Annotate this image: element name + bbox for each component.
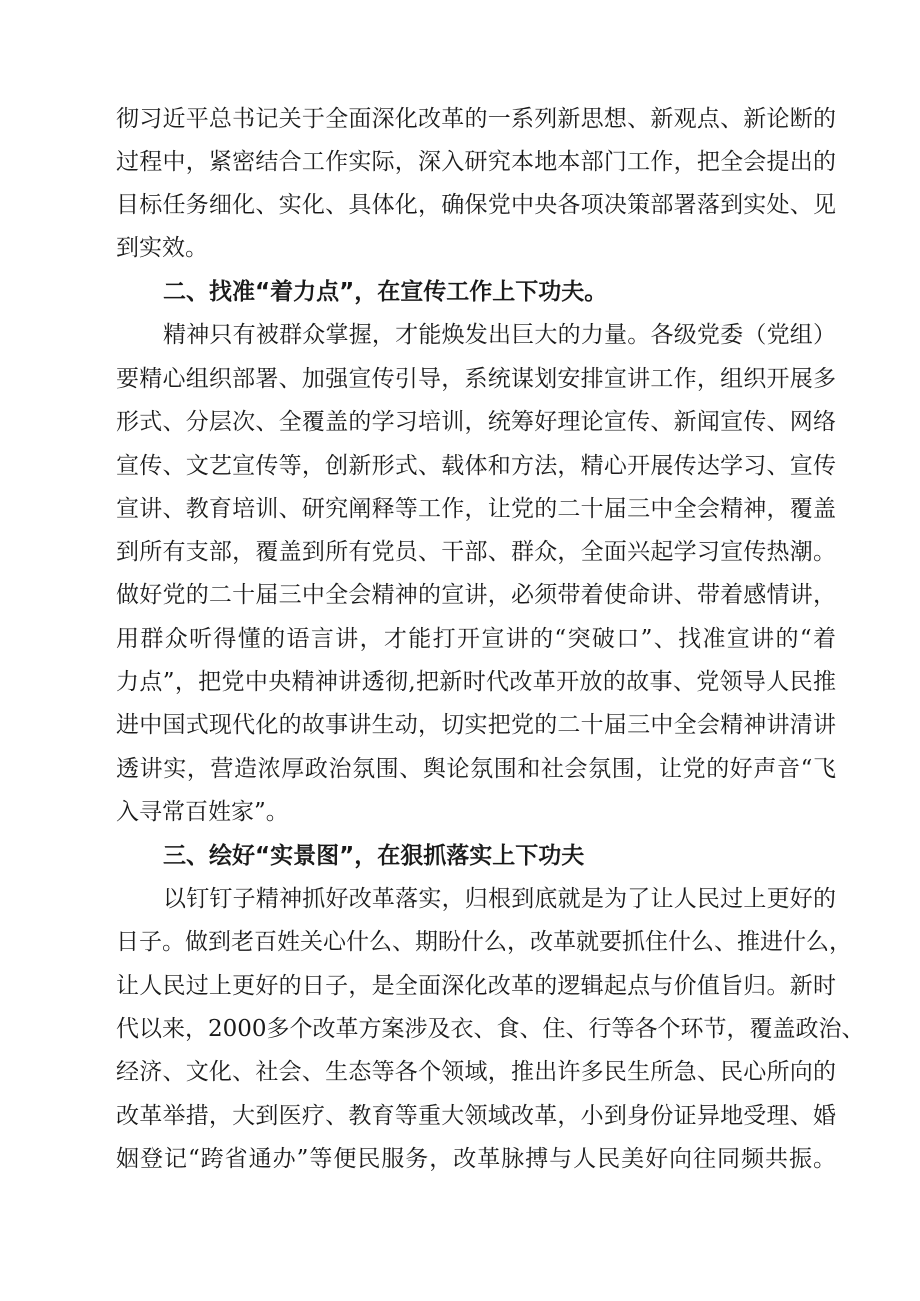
body-text-line: 进中国式现代化的故事讲生动，切实把党的二十届三中全会精神讲清讲 (116, 712, 836, 738)
body-text-line: 做好党的二十届三中全会精神的宣讲，必须带着使命讲、带着感情讲， (116, 582, 836, 608)
body-text-line: 以钉钉子精神抓好改革落实，归根到底就是为了让人民过上更好的 (163, 886, 836, 912)
body-text-line: 精神只有被群众掌握，才能焕发出巨大的力量。各级党委（党组） (163, 322, 836, 348)
body-text-line: 彻习近平总书记关于全面深化改革的一系列新思想、新观点、新论断的 (116, 106, 836, 132)
section-heading-2: 二、找准“着力点”，在宣传工作上下功夫。 (163, 279, 608, 305)
body-text-line: 让人民过上更好的日子，是全面深化改革的逻辑起点与价值旨归。新时 (116, 973, 836, 999)
body-text-line: 用群众听得懂的语言讲，才能打开宣讲的“突破口”、找准宣讲的“着 (116, 626, 836, 652)
body-text-line: 经济、文化、社会、生态等各个领域，推出许多民生所急、民心所向的 (116, 1059, 836, 1085)
body-text-line: 改革举措，大到医疗、教育等重大领域改革，小到身份证异地受理、婚 (116, 1103, 836, 1129)
body-text-line: 姻登记“跨省通办”等便民服务，改革脉搏与人民美好向往同频共振。 (116, 1146, 836, 1172)
body-text-line: 形式、分层次、全覆盖的学习培训，统筹好理论宣传、新闻宣传、网络 (116, 409, 836, 435)
body-text-line: 入寻常百姓家”。 (116, 799, 289, 825)
body-text-line: 目标任务细化、实化、具体化，确保党中央各项决策部署落到实处、见 (116, 192, 836, 218)
body-text-line: 过程中，紧密结合工作实际，深入研究本地本部门工作，把全会提出的 (116, 149, 836, 175)
body-text-line: 到实效。 (116, 235, 208, 261)
body-text-line: 透讲实，营造浓厚政治氛围、舆论氛围和社会氛围，让党的好声音“飞 (116, 756, 836, 782)
section-heading-3: 三、绘好“实景图”，在狠抓落实上下功夫 (163, 843, 585, 869)
body-text-line: 代以来，2000多个改革方案涉及衣、食、住、行等各个环节，覆盖政治、 (116, 1016, 865, 1042)
body-text-line: 要精心组织部署、加强宣传引导，系统谋划安排宣讲工作，组织开展多 (116, 366, 836, 392)
body-text-line: 到所有支部，覆盖到所有党员、干部、群众，全面兴起学习宣传热潮。 (116, 539, 836, 565)
body-text-line: 力点”，把党中央精神讲透彻,把新时代改革开放的故事、党领导人民推 (116, 669, 836, 695)
body-text-line: 宣传、文艺宣传等，创新形式、载体和方法，精心开展传达学习、宣传 (116, 453, 836, 479)
body-text-line: 日子。做到老百姓关心什么、期盼什么，改革就要抓住什么、推进什么， (116, 929, 852, 955)
body-text-line: 宣讲、教育培训、研究阐释等工作，让党的二十届三中全会精神，覆盖 (116, 496, 836, 522)
